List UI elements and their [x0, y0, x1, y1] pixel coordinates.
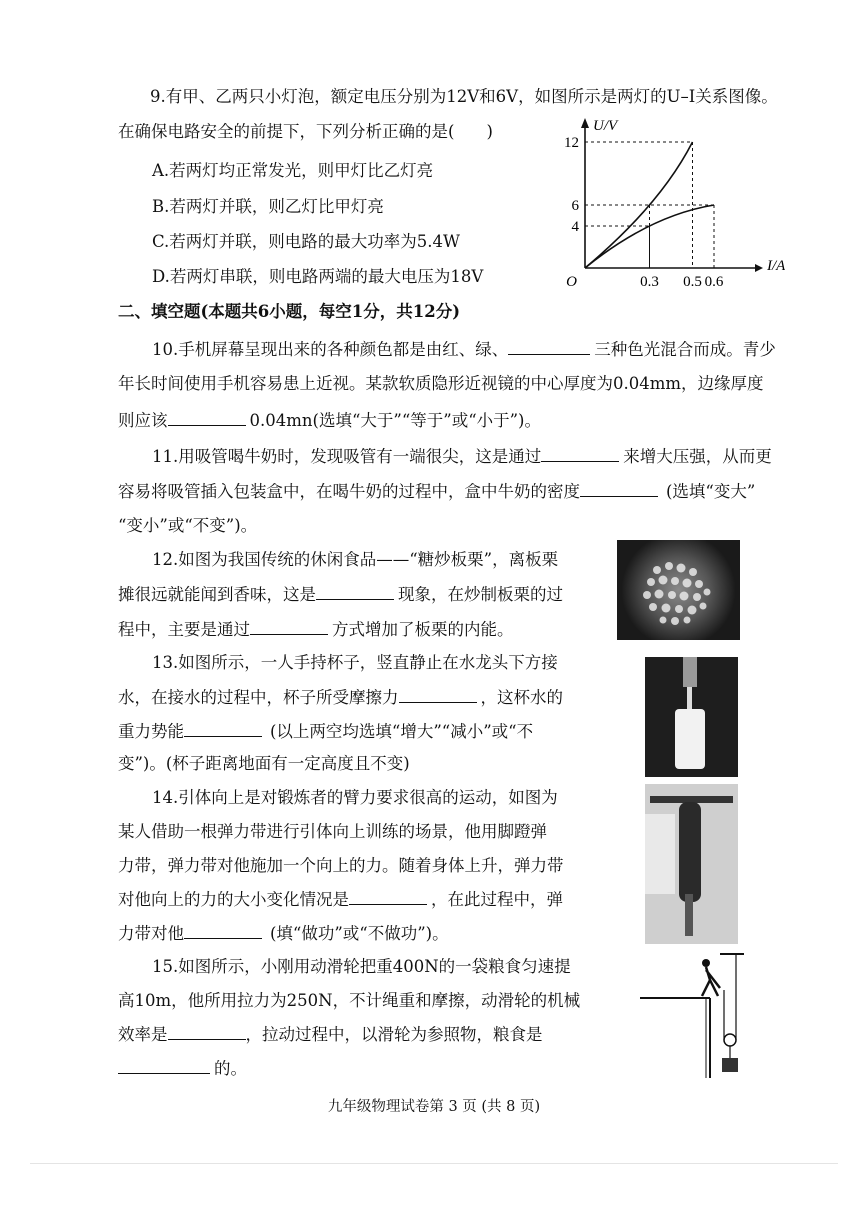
- section-heading: 二、填空题(本题共6小题，每空1分，共12分): [118, 302, 461, 321]
- q14-line2: 某人借助一根弹力带进行引体向上训练的场景，他用脚蹬弹: [118, 822, 547, 841]
- person-body: [679, 802, 701, 902]
- grain-bag: [722, 1058, 738, 1072]
- blank: [316, 583, 394, 600]
- blank: [349, 888, 427, 905]
- chestnuts-photo: [617, 540, 740, 640]
- q12-line1: 12.如图为我国传统的休闲食品——“糖炒板栗”，离板栗: [152, 550, 559, 569]
- q9-line2: 在确保电路安全的前提下，下列分析正确的是( ): [118, 122, 493, 141]
- y-axis-label: U/V: [593, 118, 618, 134]
- q11-line3: “变小”或“不变”)。: [118, 516, 258, 535]
- y-tick-label: 6: [571, 198, 579, 214]
- x-axis-arrow-icon: [755, 264, 763, 272]
- q12-line2: 摊很远就能闻到香味，这是 现象，在炒制板栗的过: [118, 585, 563, 604]
- blank: [168, 409, 246, 426]
- chart-labels: [564, 118, 785, 290]
- blank: [541, 445, 619, 462]
- q10-line2: 年长时间使用手机容易患上近视。某款软质隐形近视镜的中心厚度为0.04mm，边缘厚度: [118, 374, 764, 393]
- q14-line4: 对他向上的力的大小变化情况是 ，在此过程中，弹: [118, 890, 563, 909]
- blank: [118, 1057, 210, 1074]
- q15-line2: 高10m，他所用拉力为250N，不计绳重和摩擦，动滑轮的机械: [118, 991, 581, 1010]
- x-tick-label: 0.6: [704, 274, 724, 290]
- y-tick-label: 12: [564, 135, 579, 151]
- background-area: [645, 814, 675, 894]
- x-tick-label: 0.5: [683, 274, 702, 290]
- q9-option-a: A.若两灯均正常发光，则甲灯比乙灯亮: [152, 161, 434, 180]
- u-i-chart: [555, 110, 785, 295]
- q10-line1: 10.手机屏幕呈现出来的各种颜色都是由红、绿、 三种色光混合而成。青少: [152, 340, 776, 359]
- x-tick-label: 0.3: [640, 274, 659, 290]
- q12-line3: 程中，主要是通过 方式增加了板栗的内能。: [118, 620, 514, 639]
- person-head-icon: [702, 959, 710, 967]
- q15-line1: 15.如图所示，小刚用动滑轮把重400N的一袋粮食匀速提: [152, 957, 571, 976]
- y-tick-label: 4: [571, 219, 579, 235]
- bottom-divider: [30, 1163, 838, 1164]
- pull-up-band-photo: [645, 784, 738, 944]
- blank: [508, 338, 590, 355]
- origin-label: O: [566, 274, 577, 290]
- chestnut-texture: [617, 540, 740, 640]
- blank: [399, 686, 477, 703]
- q15-line4: 的。: [118, 1057, 247, 1080]
- blank: [580, 480, 658, 497]
- page-footer: 九年级物理试卷第 3 页 (共 8 页): [327, 1099, 541, 1115]
- person-figure-icon: [702, 967, 720, 996]
- q13-line4: 变”)。(杯子距离地面有一定高度且不变): [118, 754, 410, 773]
- pulley-figure: [640, 950, 746, 1080]
- blank: [184, 720, 262, 737]
- q13-line2: 水，在接水的过程中，杯子所受摩擦力 ，这杯水的: [118, 688, 563, 707]
- x-axis-label: I/A: [767, 258, 785, 274]
- q9-option-c: C.若两灯并联，则电路的最大功率为5.4W: [152, 232, 460, 251]
- pulley-wheel-icon: [724, 1034, 736, 1046]
- blank: [168, 1023, 246, 1040]
- q14-line3: 力带，弹力带对他施加一个向上的力。随着身体上升，弹力带: [118, 856, 564, 875]
- resistance-band: [685, 894, 693, 936]
- q9-line1: 9.有甲、乙两只小灯泡，额定电压分别为12V和6V，如图所示是两灯的U–I关系图像。: [150, 87, 778, 106]
- q15-line3: 效率是 ，拉动过程中，以滑轮为参照物，粮食是: [118, 1025, 543, 1044]
- q13-line3: 重力势能 (以上两空均选填“增大”“减小”或“不: [118, 722, 534, 741]
- q14-line5: 力带对他 (填“做功”或“不做功”)。: [118, 924, 449, 943]
- blank: [184, 922, 262, 939]
- y-axis-arrow-icon: [581, 118, 589, 128]
- q11-line2: 容易将吸管插入包装盒中，在喝牛奶的过程中，盒中牛奶的密度 (选填“变大”: [118, 482, 756, 501]
- q9-option-b: B.若两灯并联，则乙灯比甲灯亮: [152, 197, 384, 216]
- q14-line1: 14.引体向上是对锻炼者的臂力要求很高的运动，如图为: [152, 788, 558, 807]
- cup: [675, 709, 705, 769]
- cup-under-faucet-photo: [645, 657, 738, 777]
- q10-line3: 则应该 0.04mn(选填“大于”“等于”或“小于”)。: [118, 411, 541, 430]
- q13-line1: 13.如图所示，一人手持杯子，竖直静止在水龙头下方接: [152, 653, 558, 672]
- faucet: [683, 657, 697, 687]
- q11-line1: 11.用吸管喝牛奶时，发现吸管有一端很尖，这是通过 来增大压强，从而更: [152, 447, 772, 466]
- blank: [250, 618, 328, 635]
- q9-option-d: D.若两灯串联，则电路两端的最大电压为18V: [152, 267, 484, 286]
- chart-axes: [581, 118, 763, 272]
